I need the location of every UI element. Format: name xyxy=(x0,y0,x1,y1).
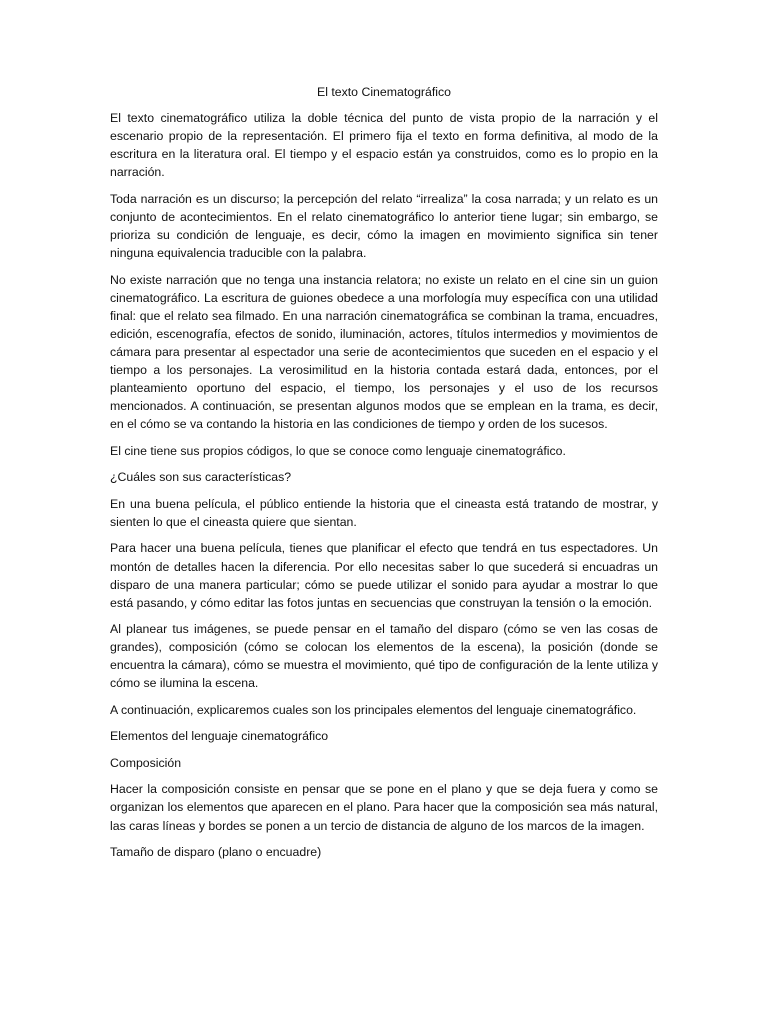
paragraph-images: Al planear tus imágenes, se puede pensar en el tamaño del disparo (cómo se ven las cosas de grandes), composición (cómo se colocan los elementos de la escena), la posición (donde se encuentra la cámara), cómo se muestra el movimiento, qué tipo de configuración de la lente utiliza y cómo se ilumina la escena. xyxy=(110,622,658,691)
heading-composition: Composición xyxy=(110,755,182,770)
paragraph-intro: El texto cinematográfico utiliza la doble técnica del punto de vista propio de la narración y el escenario propio de la representación. El primero fija el texto en forma definitiva, al modo de la escritura en la literatura oral. El tiempo y el espacio están ya construidos, como es lo propio en la narración. xyxy=(110,111,658,180)
paragraph-codes: El cine tiene sus propios códigos, lo que se conoce como lenguaje cinematográfico. xyxy=(110,443,566,458)
paragraph-script: No existe narración que no tenga una instancia relatora; no existe un relato en el cine sin un guion cinematográfico. La escritura de guiones obedece a una morfología muy específica con una utilidad final: que el relato sea filmado. En una narración cinematográfica se combinan la trama, encuadres, edición, escenografía, efectos de sonido, iluminación, actores, títulos intermedios y movimientos de cámara para presentar al espectador una serie de acontecimientos que suceden en el espacio y el tiempo a los personajes. La verosimilitud en la historia contada estará dada, entonces, por el planteamiento oportuno del espacio, el tiempo, los personajes y el uso de los recursos mencionados. A continuación, se presentan algunos modos que se emplean en la trama, es decir, en el cómo se va contando la historia en las condiciones de tiempo y orden de los sucesos. xyxy=(110,272,658,432)
paragraph-narration: Toda narración es un discurso; la percepción del relato “irrealiza” la cosa narrada; y un relato es un conjunto de acontecimientos. En el relato cinematográfico lo anterior tiene lugar; sin embargo, se prioriza su condición de lenguaje, es decir, cómo la imagen en movimiento significa sin tener ninguna equivalencia traducible con la palabra. xyxy=(110,191,658,261)
document-page xyxy=(110,83,658,870)
paragraph-composition: Hacer la composición consiste en pensar que se pone en el plano y que se deja fuera y como se organizan los elementos que aparecen en el plano. Para hacer que la composición sea más natural, las caras líneas y bordes se ponen a un tercio de distancia de alguno de los marcos de la imagen. xyxy=(110,782,658,833)
heading-elements: Elementos del lenguaje cinematográfico xyxy=(110,729,329,744)
heading-characteristics: ¿Cuáles son sus características? xyxy=(110,470,292,485)
heading-shot-size: Tamaño de disparo (plano o encuadre) xyxy=(110,845,322,860)
paragraph-next: A continuación, explicaremos cuales son los principales elementos del lenguaje cinematográfico. xyxy=(110,702,637,717)
document-title: El texto Cinematográfico xyxy=(317,85,451,99)
paragraph-good-film: En una buena película, el público entiende la historia que el cineasta está tratando de mostrar, y sienten lo que el cineasta quiere que sientan. xyxy=(110,496,658,529)
paragraph-planning: Para hacer una buena película, tienes que planificar el efecto que tendrá en tus espectadores. Un montón de detalles hacen la diferencia. Por ello necesitas saber lo que sucederá si encuadras un disparo de una manera particular; cómo se puede utilizar el sonido para ayudar a mostrar lo que está pasando, y cómo editar las fotos juntas en secuencias que construyan la tensión o la emoción. xyxy=(110,541,658,610)
